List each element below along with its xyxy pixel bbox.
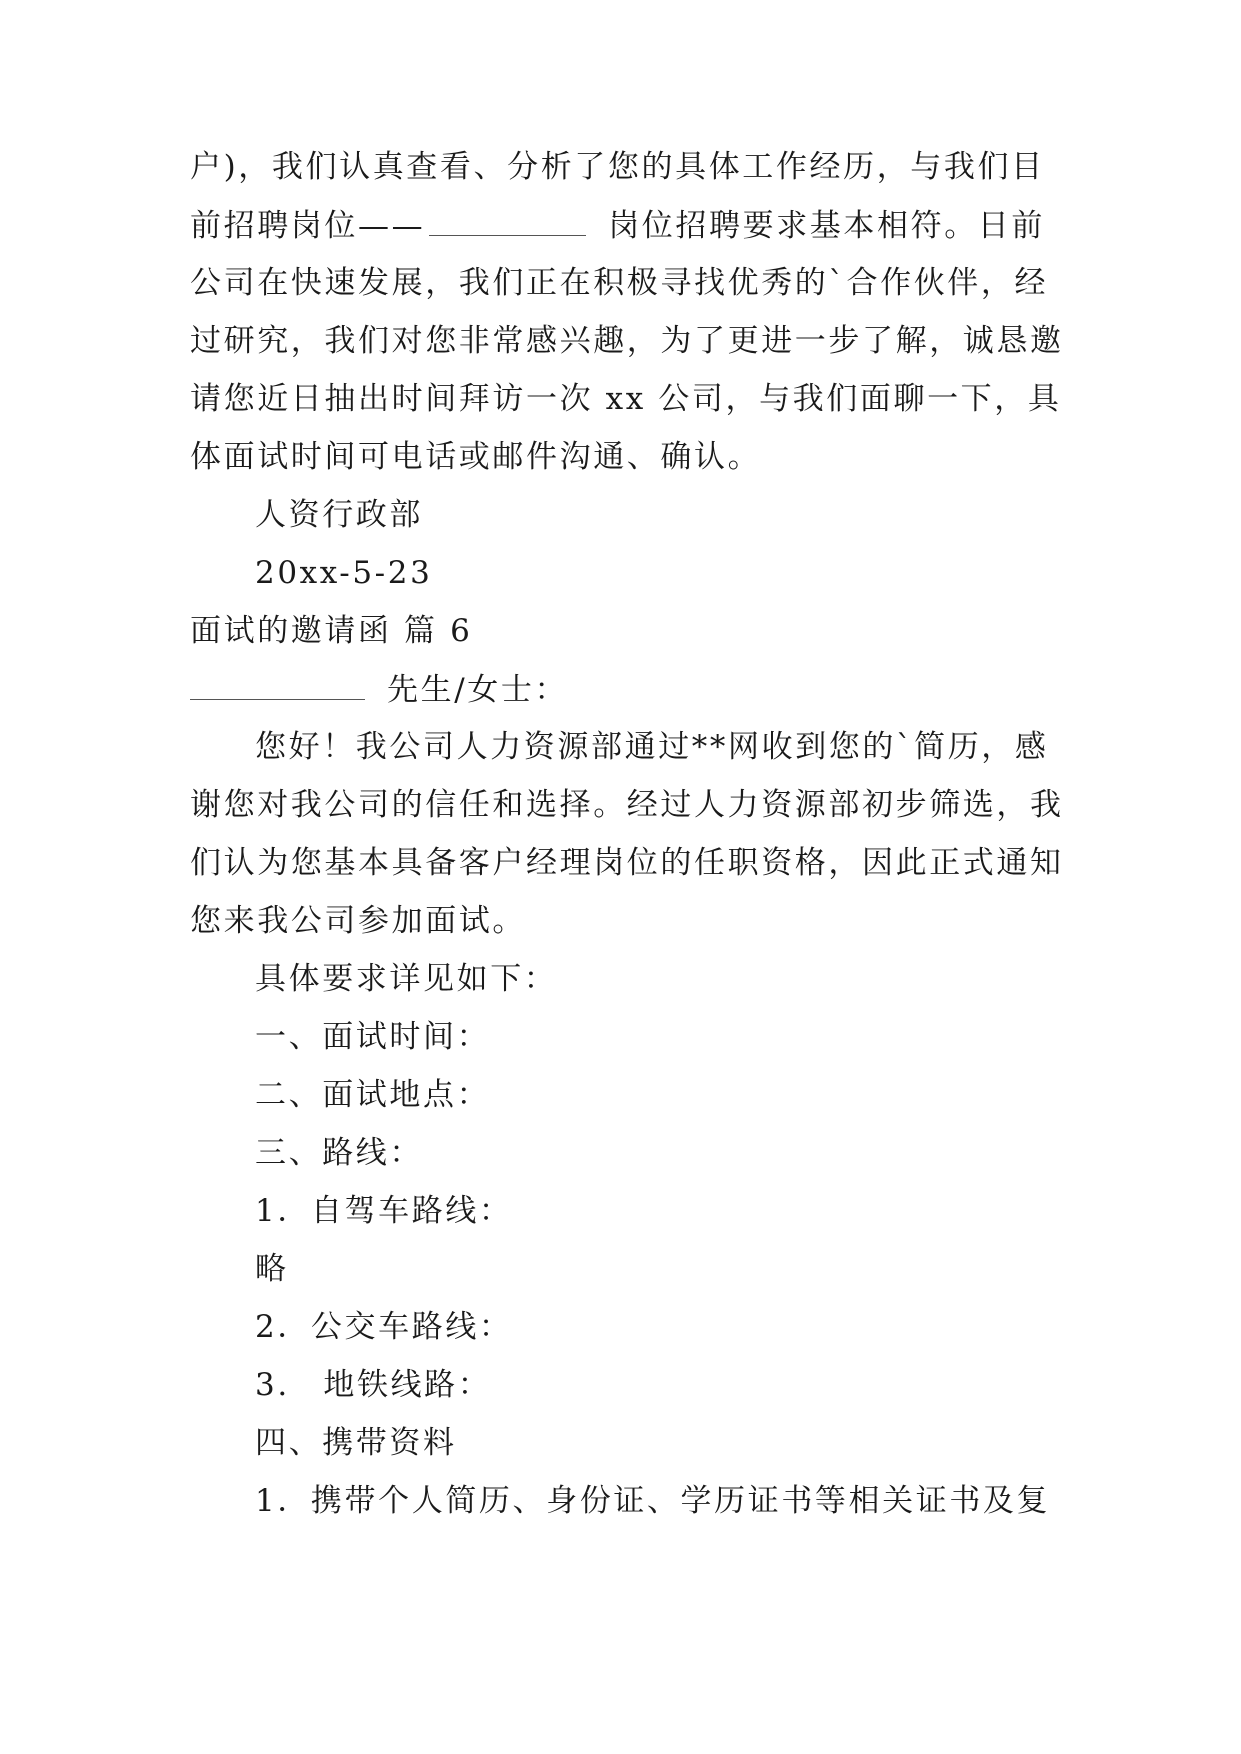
item-omitted: 略 [255,1251,289,1287]
letter5-line-4: 过研究，我们对您非常感兴趣，为了更进一步了解，诚恳邀 [190,323,1064,359]
position-blank [429,205,586,236]
letter5-date: 20xx-5-23 [255,555,433,591]
letter5-line-1: 户)，我们认真查看、分析了您的具体工作经历，与我们目 [190,149,1045,185]
letter5-line-2-end: 岗位招聘要求基本相符。日前 [608,208,1046,244]
letter6-para-line-3: 们认为您基本具备客户经理岗位的任职资格，因此正式通知 [190,845,1064,881]
letter6-para-line-1: 您好！我公司人力资源部通过**网收到您的`简历，感 [255,729,1049,765]
letter5-line-6: 体面试时间可电话或邮件沟通、确认。 [190,439,762,475]
letter5-signature: 人资行政部 [255,497,423,533]
letter5-line-5: 请您近日抽出时间拜访一次 xx 公司，与我们面聊一下，具 [190,381,1062,417]
item-interview-location: 二、面试地点： [255,1077,491,1113]
letter5-line-2 [190,205,1045,246]
letter6-para-line-2: 谢您对我公司的信任和选择。经过人力资源部初步筛选，我 [190,787,1064,823]
item-interview-time: 一、面试时间： [255,1019,491,1055]
details-intro: 具体要求详见如下： [255,961,558,997]
salutation-text: 先生/女士： [387,672,569,708]
letter6-salutation [190,669,568,710]
letter5-line-2-start: 前招聘岗位—— [190,208,426,244]
letter6-title: 面试的邀请函 篇 6 [190,613,473,649]
item-materials: 四、携带资料 [255,1425,457,1461]
item-materials-1: 1．携带个人简历、身份证、学历证书等相关证书及复 [255,1483,1051,1519]
item-subway-route: 3. 地铁线路： [255,1367,492,1403]
letter6-para-line-4: 您来我公司参加面试。 [190,903,526,939]
name-blank [190,669,365,700]
item-bus-route: 2．公交车路线： [255,1309,513,1345]
item-route: 三、路线： [255,1135,423,1171]
item-driving-route: 1．自驾车路线： [255,1193,513,1229]
letter5-line-3: 公司在快速发展，我们正在积极寻找优秀的`合作伙伴，经 [190,265,1049,301]
